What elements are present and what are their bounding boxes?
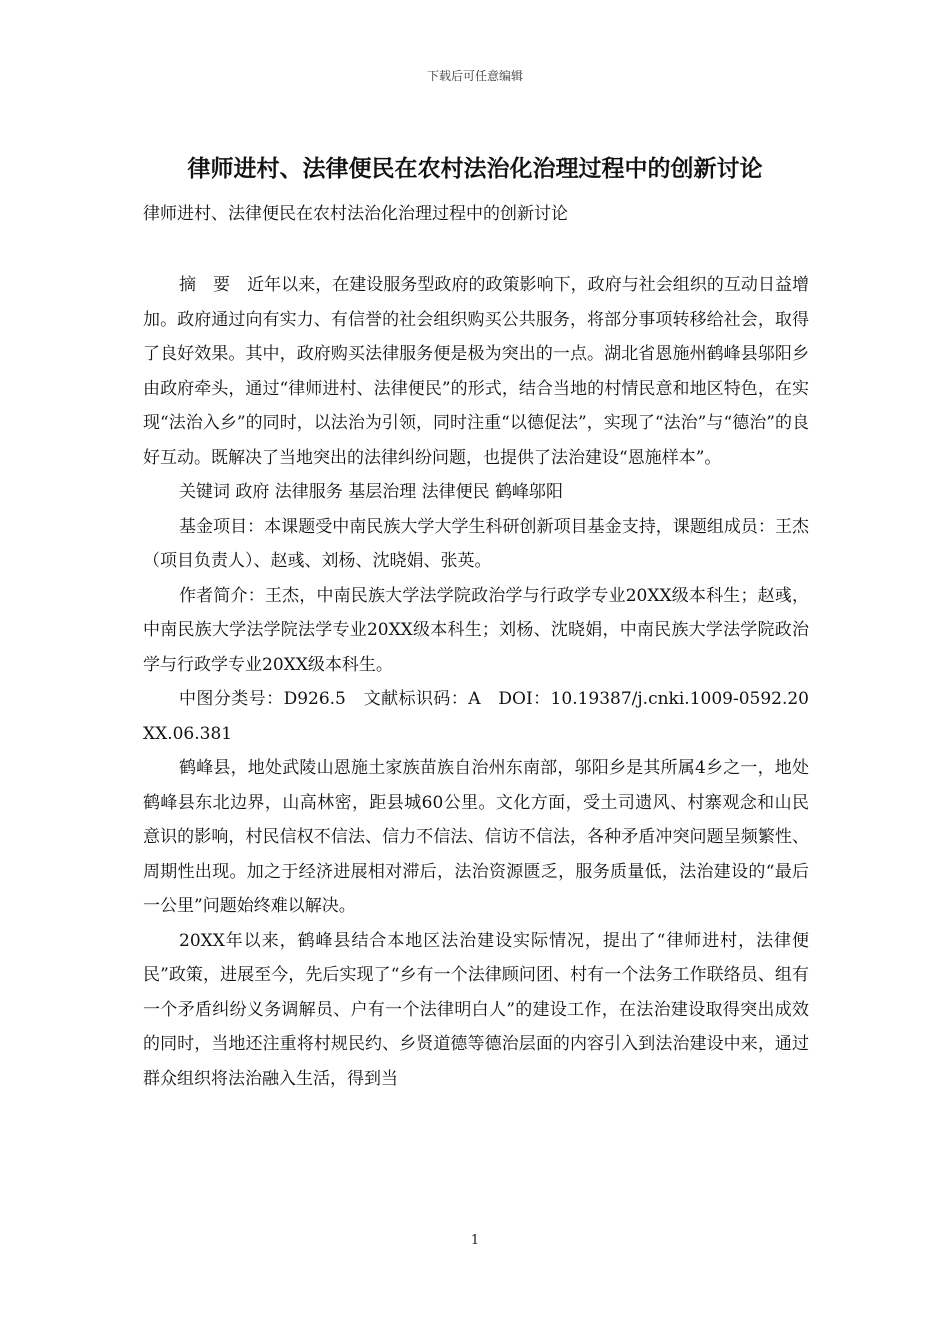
body-paragraph: 20XX年以来，鹤峰县结合本地区法治建设实际情况，提出了“律师进村，法律便民”政策，进展至今，先后实现了“乡有一个法律顾问团、村有一个法务工作联络员、组有一个矛盾纠纷义务调解员、户有一个法律明白人”的建设工作，在法治建设取得突出成效的同时，当地还注重将村规民约、乡贤道德等德治层面的内容引入到法治建设中来，通过群众组织将法治融入生活，得到当 <box>143 930 809 1089</box>
body-paragraph: 鹤峰县，地处武陵山恩施土家族苗族自治州东南部，邬阳乡是其所属4乡之一，地处鹤峰县东北边界，山高林密，距县城60公里。文化方面，受土司遗风、村寨观念和山民意识的影响，村民信权不信法、信力不信法、信访不信法，各种矛盾冲突问题呈频繁性、周期性出现。加之于经济进展相对滞后，法治资源匮乏，服务质量低，法治建设的“最后一公里”问题始终难以解决。 <box>143 758 809 916</box>
document-body <box>143 268 809 1096</box>
document-subtitle: 律师进村、法律便民在农村法治化治理过程中的创新讨论 <box>143 204 568 224</box>
classification-paragraph: 中图分类号：D926.5 文献标识码：A DOI：10.19387/j.cnki.1009-0592.20XX.06.381 <box>143 689 809 744</box>
document-title: 律师进村、法律便民在农村法治化治理过程中的创新讨论 <box>187 156 763 182</box>
fund-paragraph: 基金项目：本课题受中南民族大学大学生科研创新项目基金支持，课题组成员：王杰（项目负责人）、赵彧、刘杨、沈晓娟、张英。 <box>143 516 809 571</box>
page-header: 下载后可任意编辑 <box>426 69 523 83</box>
abstract-paragraph: 摘 要 近年以来，在建设服务型政府的政策影响下，政府与社会组织的互动日益增加。政府通过向有实力、有信誉的社会组织购买公共服务，将部分事项转移给社会，取得了良好效果。其中，政府购买法律服务便是极为突出的一点。湖北省恩施州鹤峰县邬阳乡由政府牵头，通过“律师进村、法律便民”的形式，结合当地的村情民意和地区特色，在实现“法治入乡”的同时，以法治为引领，同时注重“以德促法”，实现了“法治”与“德治”的良好互动。既解决了当地突出的法律纠纷问题，也提供了法治建设“恩施样本”。 <box>143 275 809 468</box>
author-paragraph: 作者简介：王杰，中南民族大学法学院政治学与行政学专业20XX级本科生；赵彧，中南民族大学法学院法学专业20XX级本科生；刘杨、沈晓娟，中南民族大学法学院政治学与行政学专业20XX级本科生。 <box>143 585 809 675</box>
page-number: 1 <box>470 1233 480 1248</box>
keywords-paragraph: 关键词 政府 法律服务 基层治理 法律便民 鹤峰邬阳 <box>179 482 564 502</box>
